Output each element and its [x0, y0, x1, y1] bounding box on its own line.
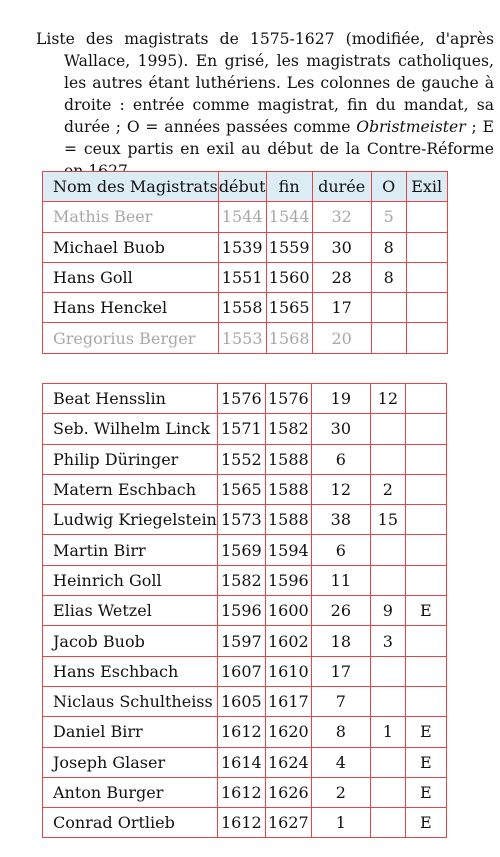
cell-name: Hans Henckel [43, 293, 219, 323]
cell-exil [405, 535, 446, 565]
cell-name: Hans Goll [43, 262, 219, 292]
header-duree: durée [312, 172, 371, 202]
cell-o [371, 323, 406, 353]
table-row [43, 747, 447, 777]
cell-o [370, 747, 405, 777]
cell-fin: 1559 [266, 232, 312, 262]
cell-exil [405, 474, 446, 504]
cell-o [370, 686, 405, 716]
cell-name: Jacob Buob [43, 626, 218, 656]
cell-duree: 19 [311, 384, 370, 414]
header-row [43, 172, 448, 202]
cell-fin: 1617 [265, 686, 311, 716]
table-row [43, 535, 447, 565]
cell-duree: 18 [311, 626, 370, 656]
header-o: O [371, 172, 406, 202]
cell-exil: E [405, 717, 446, 747]
cell-fin: 1624 [265, 747, 311, 777]
cell-fin: 1560 [266, 262, 312, 292]
cell-name: Hans Eschbach [43, 656, 218, 686]
table-top-body [43, 202, 448, 353]
cell-exil: E [405, 596, 446, 626]
cell-exil [405, 626, 446, 656]
cell-duree: 6 [311, 535, 370, 565]
table-row [43, 262, 448, 292]
cell-duree: 8 [311, 717, 370, 747]
cell-o [370, 777, 405, 807]
cell-o [370, 656, 405, 686]
cell-name: Matern Eschbach [43, 474, 218, 504]
cell-o [371, 293, 406, 323]
cell-name: Martin Birr [43, 535, 218, 565]
cell-debut: 1558 [218, 293, 266, 323]
cell-duree: 30 [311, 414, 370, 444]
header-debut: début [218, 172, 266, 202]
cell-name: Heinrich Goll [43, 565, 218, 595]
cell-debut: 1551 [218, 262, 266, 292]
cell-o: 2 [370, 474, 405, 504]
cell-o [370, 444, 405, 474]
caption-text-1: Liste des magistrats de 1575-1627 (modifiée, d'après Wallace, 1995). En grisé, les magistrats catholiques, les autres étant luthériens. Les colonnes de gauche à droite : entrée comme magistrat, fin du mandat, sa durée ; O = années passées comme [36, 29, 494, 136]
cell-o: 12 [370, 384, 405, 414]
cell-exil [406, 293, 447, 323]
cell-exil [405, 686, 446, 716]
table-row [43, 384, 447, 414]
magistrates-table-top [42, 171, 448, 354]
cell-exil: E [405, 808, 446, 838]
cell-fin: 1602 [265, 626, 311, 656]
cell-o: 15 [370, 505, 405, 535]
cell-fin: 1588 [265, 505, 311, 535]
cell-exil [405, 444, 446, 474]
cell-duree: 28 [312, 262, 371, 292]
cell-fin: 1568 [266, 323, 312, 353]
cell-fin: 1596 [265, 565, 311, 595]
cell-name: Michael Buob [43, 232, 219, 262]
cell-debut: 1544 [218, 202, 266, 232]
cell-debut: 1612 [217, 717, 265, 747]
cell-debut: 1612 [217, 808, 265, 838]
cell-duree: 38 [311, 505, 370, 535]
header-name: Nom des Magistrats [43, 172, 219, 202]
cell-exil [406, 323, 447, 353]
cell-fin: 1588 [265, 444, 311, 474]
cell-name: Niclaus Schultheiss [43, 686, 218, 716]
cell-fin: 1610 [265, 656, 311, 686]
cell-fin: 1600 [265, 596, 311, 626]
cell-fin: 1620 [265, 717, 311, 747]
table-row [43, 686, 447, 716]
table-row [43, 626, 447, 656]
cell-fin: 1627 [265, 808, 311, 838]
table-row [43, 444, 447, 474]
cell-duree: 7 [311, 686, 370, 716]
table-row [43, 323, 448, 353]
table-caption [36, 28, 494, 182]
cell-o: 9 [370, 596, 405, 626]
table-row [43, 202, 448, 232]
magistrates-table-bottom [42, 383, 447, 838]
cell-duree: 12 [311, 474, 370, 504]
cell-exil [406, 262, 447, 292]
cell-debut: 1607 [217, 656, 265, 686]
cell-debut: 1571 [217, 414, 265, 444]
cell-duree: 6 [311, 444, 370, 474]
cell-duree: 20 [312, 323, 371, 353]
cell-debut: 1597 [217, 626, 265, 656]
table-row [43, 717, 447, 747]
cell-exil: E [405, 747, 446, 777]
cell-o [370, 808, 405, 838]
cell-name: Gregorius Berger [43, 323, 219, 353]
cell-exil [405, 414, 446, 444]
cell-debut: 1569 [217, 535, 265, 565]
cell-exil [406, 232, 447, 262]
cell-duree: 17 [312, 293, 371, 323]
cell-name: Mathis Beer [43, 202, 219, 232]
table-row [43, 656, 447, 686]
table-row [43, 232, 448, 262]
cell-name: Ludwig Kriegelstein [43, 505, 218, 535]
cell-name: Anton Burger [43, 777, 218, 807]
cell-debut: 1552 [217, 444, 265, 474]
cell-name: Seb. Wilhelm Linck [43, 414, 218, 444]
table-row [43, 808, 447, 838]
cell-fin: 1588 [265, 474, 311, 504]
cell-duree: 4 [311, 747, 370, 777]
cell-exil [405, 384, 446, 414]
caption-italic-term: Obristmeister [356, 117, 466, 136]
header-fin: fin [266, 172, 312, 202]
cell-name: Conrad Ortlieb [43, 808, 218, 838]
table-row [43, 505, 447, 535]
cell-duree: 11 [311, 565, 370, 595]
table-row [43, 474, 447, 504]
cell-o: 3 [370, 626, 405, 656]
cell-o [370, 535, 405, 565]
cell-debut: 1605 [217, 686, 265, 716]
cell-debut: 1553 [218, 323, 266, 353]
cell-fin: 1544 [266, 202, 312, 232]
cell-duree: 30 [312, 232, 371, 262]
cell-fin: 1626 [265, 777, 311, 807]
cell-name: Philip Düringer [43, 444, 218, 474]
cell-debut: 1573 [217, 505, 265, 535]
cell-duree: 2 [311, 777, 370, 807]
cell-exil [405, 656, 446, 686]
table-bottom-body [43, 384, 447, 838]
cell-debut: 1596 [217, 596, 265, 626]
cell-o [370, 565, 405, 595]
cell-o: 8 [371, 232, 406, 262]
cell-duree: 32 [312, 202, 371, 232]
cell-o: 1 [370, 717, 405, 747]
cell-name: Daniel Birr [43, 717, 218, 747]
caption-text-2: ; E = ceux partis en exil au début de la Contre-Réforme [64, 117, 494, 158]
cell-name: Elias Wetzel [43, 596, 218, 626]
cell-fin: 1576 [265, 384, 311, 414]
cell-exil [405, 505, 446, 535]
header-exil: Exil [406, 172, 447, 202]
cell-debut: 1582 [217, 565, 265, 595]
cell-name: Beat Hensslin [43, 384, 218, 414]
cell-exil [405, 565, 446, 595]
cell-duree: 1 [311, 808, 370, 838]
cell-o: 5 [371, 202, 406, 232]
cell-fin: 1565 [266, 293, 312, 323]
table-row [43, 596, 447, 626]
table-row [43, 293, 448, 323]
cell-duree: 26 [311, 596, 370, 626]
table-row [43, 777, 447, 807]
cell-exil: E [405, 777, 446, 807]
table-row [43, 565, 447, 595]
cell-fin: 1582 [265, 414, 311, 444]
table-row [43, 414, 447, 444]
cell-exil [406, 202, 447, 232]
cell-duree: 17 [311, 656, 370, 686]
cell-debut: 1614 [217, 747, 265, 777]
cell-debut: 1612 [217, 777, 265, 807]
cell-debut: 1565 [217, 474, 265, 504]
cell-debut: 1539 [218, 232, 266, 262]
cell-name: Joseph Glaser [43, 747, 218, 777]
cell-o [370, 414, 405, 444]
cell-fin: 1594 [265, 535, 311, 565]
cell-debut: 1576 [217, 384, 265, 414]
cell-o: 8 [371, 262, 406, 292]
